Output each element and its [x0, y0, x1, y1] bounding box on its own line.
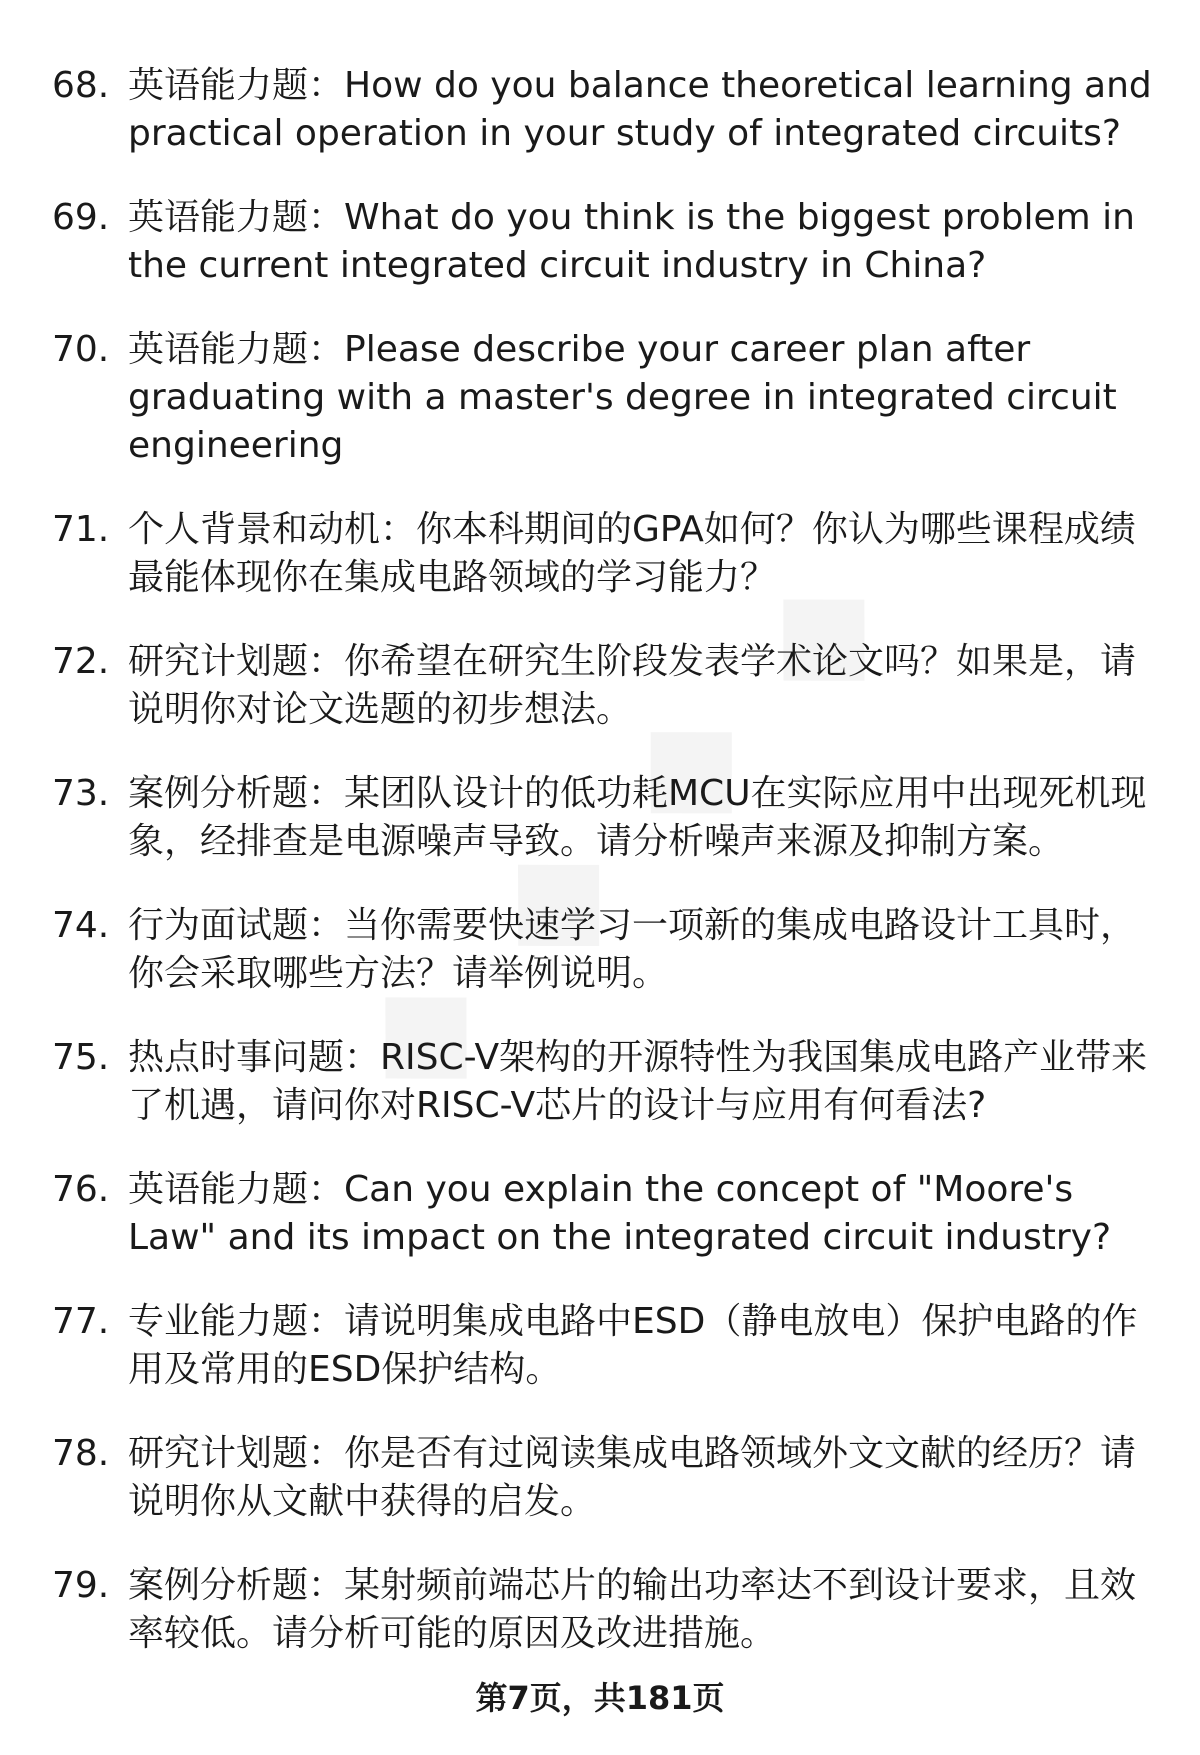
- question-text: 热点时事问题：RISC-V架构的开源特性为我国集成电路产业带来了机遇，请问你对RISC-V芯片的设计与应用有何看法?: [128, 1037, 1148, 1126]
- question-text: 研究计划题：你希望在研究生阶段发表学术论文吗？如果是，请说明你对论文选题的初步想法。: [128, 641, 1137, 730]
- question-item: [52, 1430, 1152, 1526]
- question-item: [52, 194, 1152, 290]
- question-number: 73.: [52, 773, 110, 814]
- question-item: [52, 638, 1152, 734]
- question-text: 行为面试题：当你需要快速学习一项新的集成电路设计工具时，你会采取哪些方法？请举例说明。: [128, 905, 1137, 994]
- question-text: 案例分析题：某射频前端芯片的输出功率达不到设计要求，且效率较低。请分析可能的原因及改进措施。: [128, 1565, 1137, 1654]
- question-text: 英语能力题：What do you think is the biggest problem in the current integrated circuit industry in China?: [128, 197, 1135, 286]
- question-number: 76.: [52, 1169, 110, 1210]
- page-number-footer: 第7页，共181页: [475, 1679, 725, 1717]
- question-number: 78.: [52, 1433, 110, 1474]
- question-text: 英语能力题：Please describe your career plan after graduating with a master's degree in integrated circuit engineering: [128, 329, 1117, 466]
- question-list: [52, 62, 1152, 1694]
- question-item: [52, 1034, 1152, 1130]
- question-number: 70.: [52, 329, 110, 370]
- question-item: [52, 1298, 1152, 1394]
- question-text: 研究计划题：你是否有过阅读集成电路领域外文文献的经历？请说明你从文献中获得的启发。: [128, 1433, 1137, 1522]
- question-item: [52, 902, 1152, 998]
- question-number: 79.: [52, 1565, 110, 1606]
- question-number: 71.: [52, 509, 110, 550]
- question-item: [52, 770, 1152, 866]
- question-text: 个人背景和动机：你本科期间的GPA如何？你认为哪些课程成绩最能体现你在集成电路领域的学习能力？: [128, 509, 1136, 598]
- question-number: 69.: [52, 197, 110, 238]
- question-number: 74.: [52, 905, 110, 946]
- question-item: [52, 1562, 1152, 1658]
- question-text: 英语能力题：How do you balance theoretical learning and practical operation in your study of integrated circuits?: [128, 65, 1152, 154]
- question-number: 68.: [52, 65, 110, 106]
- question-item: [52, 326, 1152, 470]
- question-number: 75.: [52, 1037, 110, 1078]
- question-number: 77.: [52, 1301, 110, 1342]
- question-item: [52, 1166, 1152, 1262]
- question-text: 案例分析题：某团队设计的低功耗MCU在实际应用中出现死机现象，经排查是电源噪声导致。请分析噪声来源及抑制方案。: [128, 773, 1147, 862]
- question-text: 英语能力题：Can you explain the concept of "Moore's Law" and its impact on the integrated circuit industry?: [128, 1169, 1112, 1258]
- question-item: [52, 506, 1152, 602]
- question-text: 专业能力题：请说明集成电路中ESD（静电放电）保护电路的作用及常用的ESD保护结构。: [128, 1301, 1138, 1390]
- question-number: 72.: [52, 641, 110, 682]
- question-item: [52, 62, 1152, 158]
